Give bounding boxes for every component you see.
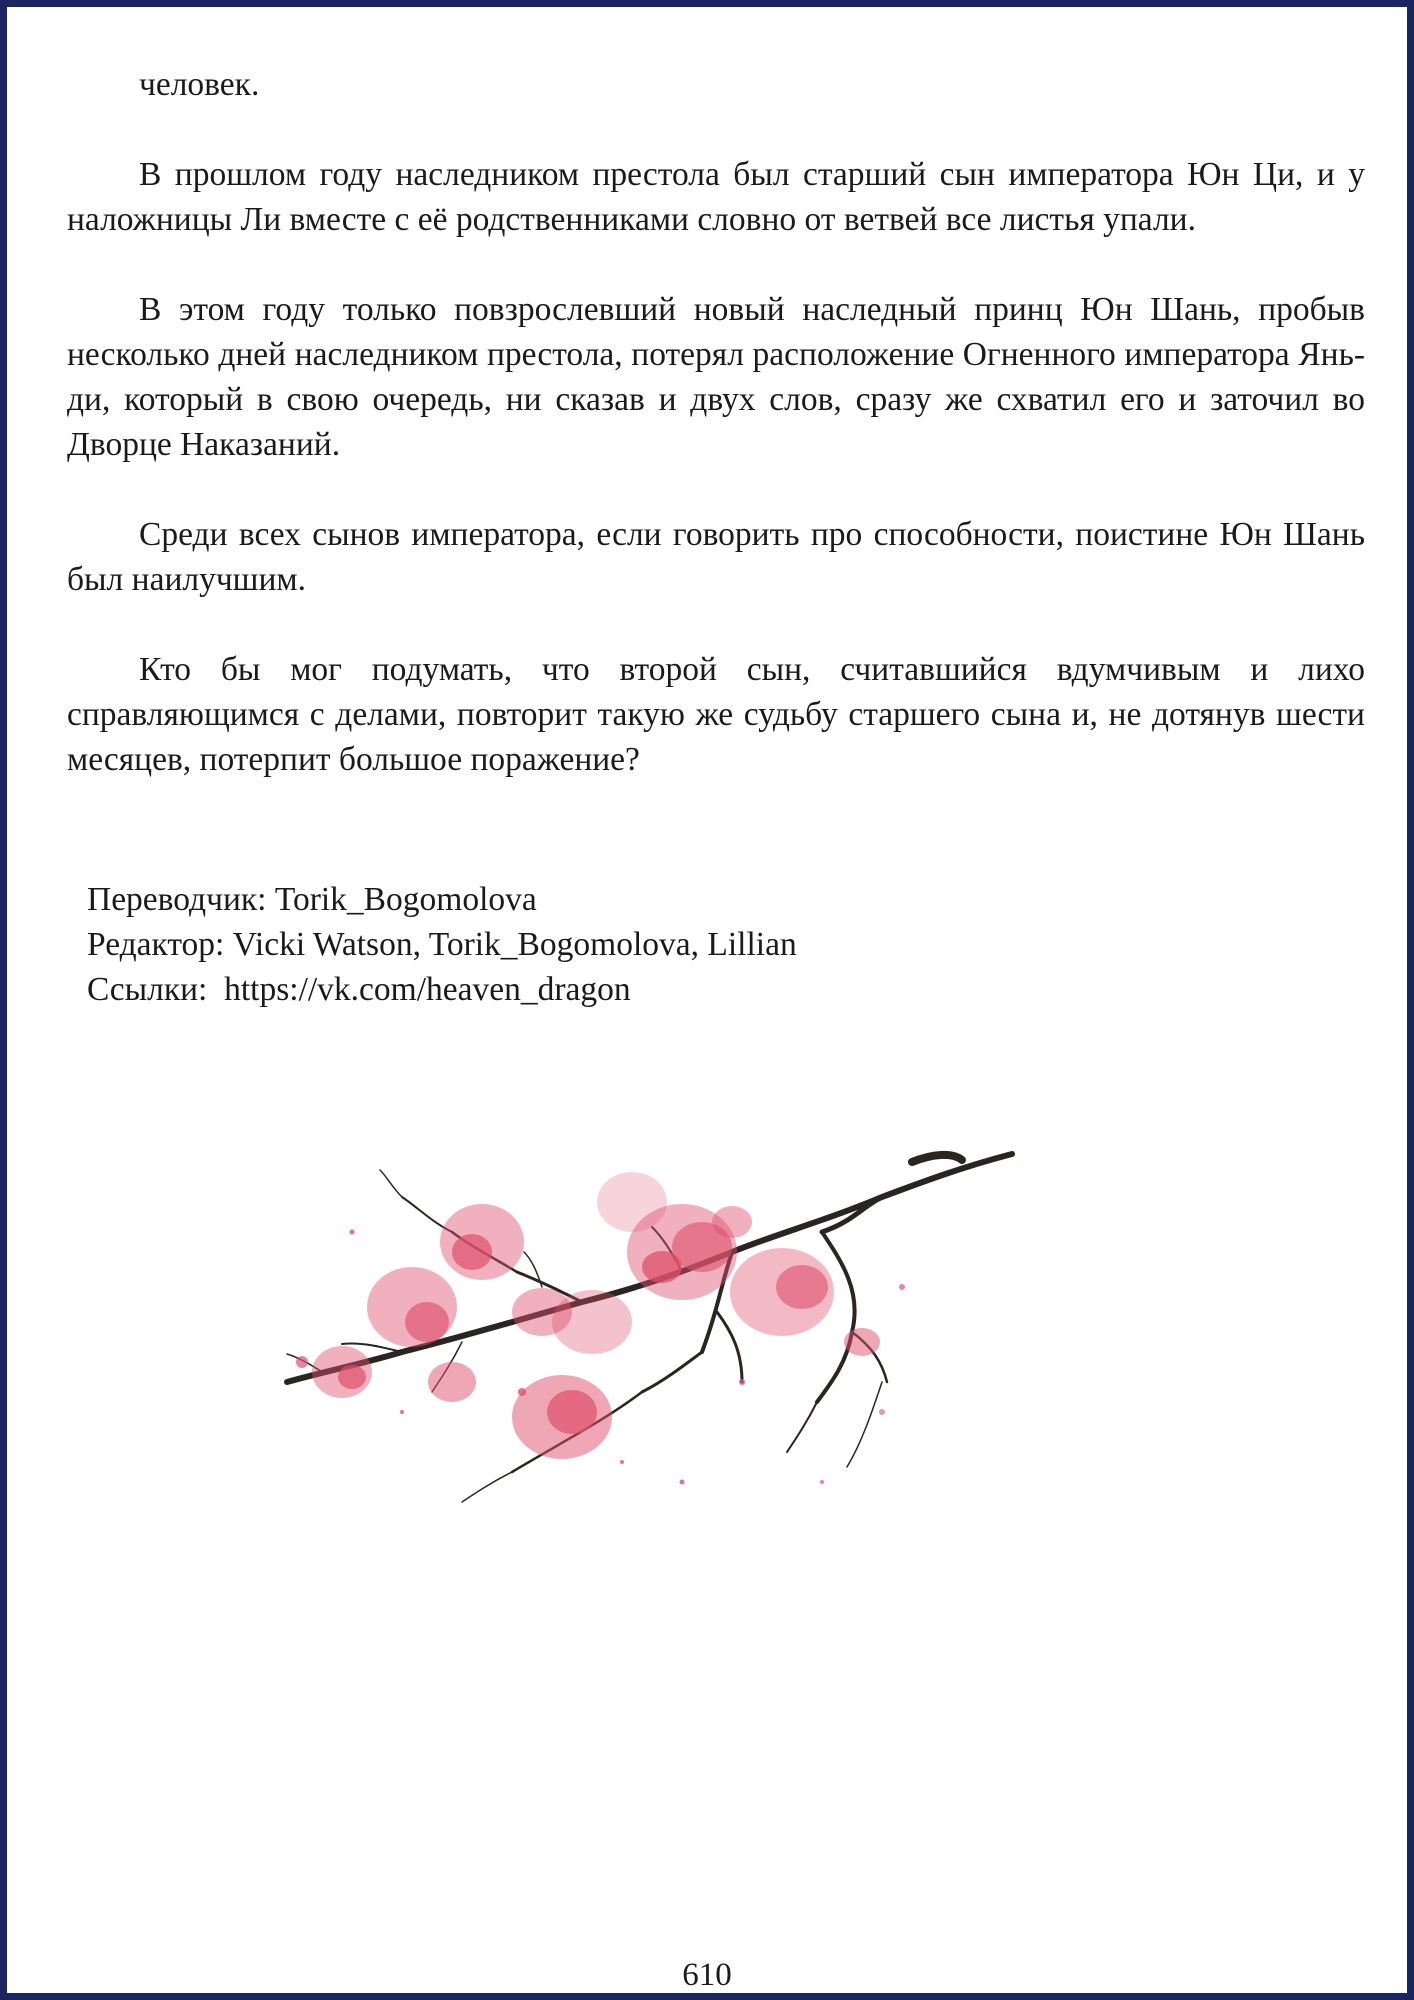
paragraph: В прошлом году наследником престола был старший сын императора Юн Ци, и у наложницы Ли вместе с её родственниками словно от ветвей все листья упали. xyxy=(67,156,1365,238)
translator-credit: Переводчик: Torik_Bogomolova xyxy=(87,881,537,918)
body-text xyxy=(67,62,1365,827)
links-credit: Ссылки: https://vk.com/heaven_dragon xyxy=(87,971,631,1008)
paragraph: Кто бы мог подумать, что второй сын, считавшийся вдумчивым и лихо справляющимся с делами, повторит такую же судьбу старшего сына и, не дотянув шести месяцев, потерпит большое поражение? xyxy=(67,651,1365,778)
editor-credit: Редактор: Vicki Watson, Torik_Bogomolova, Lillian xyxy=(87,926,797,963)
paragraph-continuation: человек. xyxy=(139,66,260,103)
page-number: 610 xyxy=(682,1957,732,1993)
paragraph: Среди всех сынов императора, если говорить про способности, поистине Юн Шань был наилучшим. xyxy=(67,516,1365,598)
credits-block xyxy=(87,877,797,1012)
paragraph: В этом году только повзрослевший новый наследный принц Юн Шань, пробыв несколько дней наследником престола, потерял расположение Огненного императора Янь-ди, который в свою очередь, ни сказав и двух слов, сразу же схватил его и заточил во Дворце Наказаний. xyxy=(67,291,1365,463)
cherry-blossom-illustration xyxy=(262,1082,1082,1562)
